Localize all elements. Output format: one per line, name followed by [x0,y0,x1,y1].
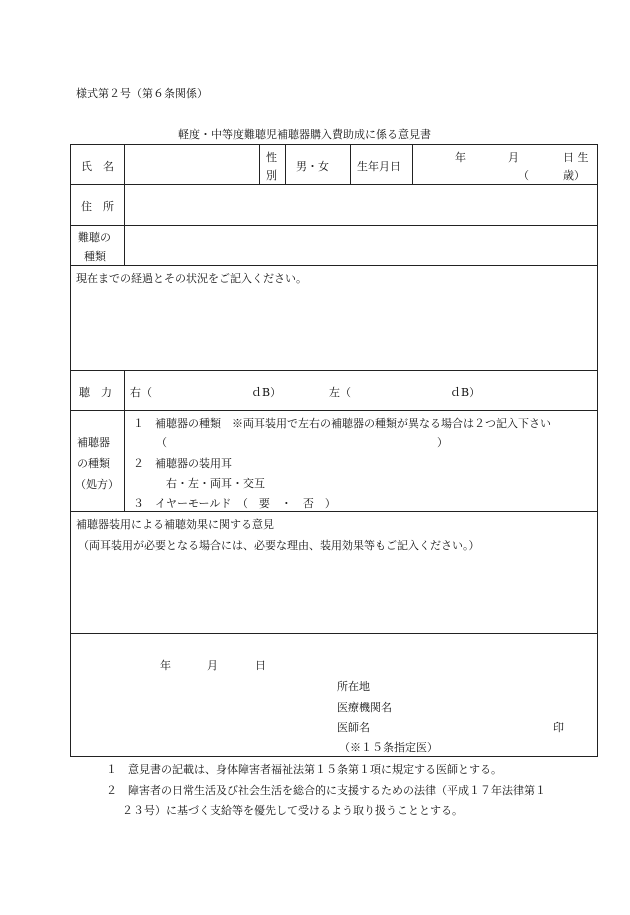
right-ear-label: 右（ [130,386,152,399]
age-open: （ [518,169,529,182]
form-title: 軽度・中等度難聴児補聴器購入費助成に係る意見書 [178,128,431,141]
history-field[interactable] [71,288,596,369]
history-label: 現在までの経過とその状況をご記入ください。 [76,272,307,285]
device-item-1-open: （ [156,436,167,449]
hearing-loss-label-bottom: 種類 [84,250,106,263]
sign-month: 月 [207,659,218,672]
left-ear-label: 左（ [329,386,351,399]
ear-options[interactable]: 右・左・両耳・交互 [166,477,265,490]
note-1: １ 意見書の記載は、身体障害者福祉法第１５条第１項に規定する医師とする。 [106,763,502,776]
hearing-loss-field[interactable] [125,226,596,264]
left-ear-input[interactable] [354,380,449,400]
opinion-instruction: （両耳装用が必要となる場合には、必要な理由、装用効果等もご記入ください。） [78,539,480,552]
right-ear-unit: ｄB） [251,386,282,399]
device-type-input[interactable] [170,431,435,449]
device-label-1: 補聴器 [77,436,110,449]
device-label-2: の種類 [77,457,110,470]
right-ear-input[interactable] [155,380,250,400]
birth-year: 年 [455,151,466,164]
device-item-3[interactable]: ３ イヤーモールド （ 要 ・ 否 ） [133,497,336,510]
birth-date-label: 生年月日 [357,160,401,173]
device-item-1: １ 補聴器の種類 ※両耳装用で左右の補聴器の種類が異なる場合は２つ記入下さい [133,417,551,430]
hearing-label: 聴 力 [79,386,112,399]
location-label: 所在地 [337,680,370,693]
sex-label-top: 性 [266,151,277,164]
seal-mark: 印 [553,721,564,734]
note-2-line-1: ２ 障害者の日常生活及び社会生活を総合的に支援するための法律（平成１７年法律第１ [106,784,546,797]
doctor-label: 医師名 [337,721,370,734]
sex-label-bottom: 別 [266,169,277,182]
device-item-2: ２ 補聴器の装用耳 [133,457,232,470]
address-field[interactable] [125,185,596,224]
form-number: 様式第２号（第６条関係） [76,87,208,100]
opinion-field[interactable] [71,556,596,632]
device-item-1-close: ） [437,436,448,449]
sign-day: 日 [255,659,266,672]
address-label: 住 所 [81,200,114,213]
note-2-line-2: ２３号）に基づく支給等を優先して受けるよう取り扱うこととする。 [122,804,463,817]
designation-note: （※１５条指定医） [339,741,438,754]
birth-month: 月 [508,151,519,164]
birth-day: 日 生 [563,151,589,164]
name-field[interactable] [125,145,258,183]
device-label-3: （処方） [75,478,119,491]
opinion-label: 補聴器装用による補聴効果に関する意見 [76,518,274,531]
name-label: 氏 名 [81,160,114,173]
sex-options[interactable]: 男・女 [296,160,329,173]
hearing-loss-label-top: 難聴の [78,231,111,244]
age-close: 歳） [563,169,585,182]
institution-label: 医療機関名 [337,701,392,714]
left-ear-unit: ｄB） [450,386,481,399]
sign-year: 年 [160,659,171,672]
